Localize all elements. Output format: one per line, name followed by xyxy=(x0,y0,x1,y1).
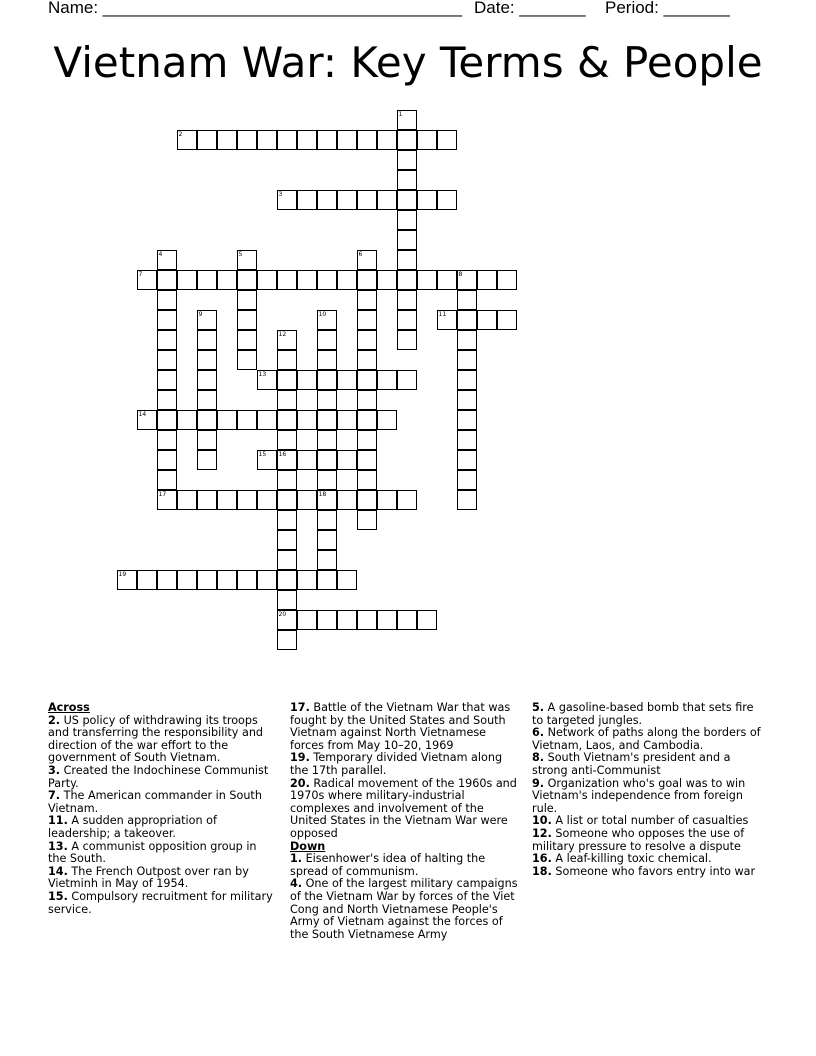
grid-cell[interactable] xyxy=(377,370,397,390)
grid-cell[interactable] xyxy=(457,410,477,430)
grid-cell[interactable] xyxy=(297,270,317,290)
grid-cell[interactable] xyxy=(457,290,477,310)
grid-cell[interactable] xyxy=(397,210,417,230)
grid-cell[interactable] xyxy=(397,170,417,190)
grid-cell[interactable] xyxy=(157,490,177,510)
grid-cell[interactable] xyxy=(197,410,217,430)
grid-cell[interactable] xyxy=(117,570,137,590)
cell-number: 2 xyxy=(178,130,183,138)
grid-cell[interactable] xyxy=(297,190,317,210)
grid-cell[interactable] xyxy=(297,610,317,630)
grid-cell[interactable] xyxy=(237,250,257,270)
cell-number: 13 xyxy=(258,370,267,378)
grid-cell[interactable] xyxy=(277,530,297,550)
name-field-label[interactable]: Name: ______________________________________ xyxy=(48,0,463,17)
grid-cell[interactable] xyxy=(397,110,417,130)
clue-down-12: 12. Someone who opposes the use of military pressure to resolve a dispute xyxy=(532,826,745,853)
grid-cell[interactable] xyxy=(377,490,397,510)
clue-down-8: 8. South Vietnam's president and a strong anti-Communist xyxy=(532,751,731,777)
grid-cell[interactable] xyxy=(357,270,377,290)
grid-cell[interactable] xyxy=(217,570,237,590)
grid-cell[interactable] xyxy=(257,370,277,390)
date-field-label[interactable]: Date: _______ xyxy=(474,0,586,17)
grid-cell[interactable] xyxy=(257,570,277,590)
clue-down-5: 5. A gasoline-based bomb that sets fire to targeted jungles. xyxy=(532,701,754,727)
grid-cell[interactable] xyxy=(277,410,297,430)
cell-number: 9 xyxy=(198,310,203,318)
grid-cell[interactable] xyxy=(177,490,197,510)
grid-cell[interactable] xyxy=(277,630,297,650)
grid-cell[interactable] xyxy=(337,270,357,290)
grid-cell[interactable] xyxy=(357,450,377,470)
clue-down-18: 18. Someone who favors entry into war xyxy=(532,864,756,878)
grid-cell[interactable] xyxy=(157,570,177,590)
grid-cell[interactable] xyxy=(317,130,337,150)
grid-cell[interactable] xyxy=(157,410,177,430)
grid-cell[interactable] xyxy=(477,310,497,330)
grid-cell[interactable] xyxy=(397,190,417,210)
grid-cell[interactable] xyxy=(357,250,377,270)
grid-cell[interactable] xyxy=(157,390,177,410)
grid-cell[interactable] xyxy=(277,350,297,370)
grid-cell[interactable] xyxy=(197,310,217,330)
grid-cell[interactable] xyxy=(297,450,317,470)
grid-cell[interactable] xyxy=(237,350,257,370)
grid-cell[interactable] xyxy=(337,570,357,590)
grid-cell[interactable] xyxy=(397,150,417,170)
grid-cell[interactable] xyxy=(277,550,297,570)
clue-across-2: 2. US policy of withdrawing its troops and transferring the responsibility and direction of the war effort to the government of South Vietnam. xyxy=(48,713,264,765)
grid-cell[interactable] xyxy=(217,270,237,290)
across-heading: Across xyxy=(48,701,90,714)
grid-cell[interactable] xyxy=(277,490,297,510)
clue-down-9: 9. Organization who's goal was to win Vietnam's independence from foreign rule. xyxy=(532,776,746,815)
grid-cell[interactable] xyxy=(317,430,337,450)
grid-cell[interactable] xyxy=(477,270,497,290)
grid-cell[interactable] xyxy=(377,410,397,430)
grid-cell[interactable] xyxy=(237,490,257,510)
grid-cell[interactable] xyxy=(277,390,297,410)
cell-number: 4 xyxy=(158,250,163,258)
grid-cell[interactable] xyxy=(497,270,517,290)
grid-cell[interactable] xyxy=(357,370,377,390)
grid-cell[interactable] xyxy=(277,190,297,210)
grid-cell[interactable] xyxy=(457,430,477,450)
grid-cell[interactable] xyxy=(357,130,377,150)
grid-cell[interactable] xyxy=(277,610,297,630)
clue-down-4: 4. One of the largest military campaigns of the Vietnam War by forces of the Viet Cong and North Vietnamese People's Army of Vietnam against the forces of the South Vietnamese Army xyxy=(290,877,518,941)
cell-number: 18 xyxy=(318,490,327,498)
grid-cell[interactable] xyxy=(317,190,337,210)
grid-cell[interactable] xyxy=(437,310,457,330)
grid-cell[interactable] xyxy=(157,250,177,270)
grid-cell[interactable] xyxy=(357,490,377,510)
cell-number: 8 xyxy=(458,270,463,278)
cell-number: 6 xyxy=(358,250,363,258)
cell-number: 19 xyxy=(118,570,127,578)
clue-across-15: 15. Compulsory recruitment for military service. xyxy=(48,889,273,916)
grid-cell[interactable] xyxy=(177,270,197,290)
cell-number: 7 xyxy=(138,270,143,278)
cell-number: 5 xyxy=(238,250,243,258)
grid-cell[interactable] xyxy=(277,590,297,610)
grid-cell[interactable] xyxy=(197,450,217,470)
cell-number: 15 xyxy=(258,450,267,458)
grid-cell[interactable] xyxy=(397,610,417,630)
grid-cell[interactable] xyxy=(297,570,317,590)
cell-number: 14 xyxy=(138,410,147,418)
grid-cell[interactable] xyxy=(377,130,397,150)
clues-column-1 xyxy=(48,702,276,916)
grid-cell[interactable] xyxy=(337,490,357,510)
grid-cell[interactable] xyxy=(317,610,337,630)
grid-cell[interactable] xyxy=(397,330,417,350)
grid-cell[interactable] xyxy=(277,430,297,450)
clue-across-20: 20. Radical movement of the 1960s and 1970s where military-industrial complexes and involvement of the United States in the Vietnam War were opposed xyxy=(290,776,517,840)
grid-cell[interactable] xyxy=(277,270,297,290)
grid-cell[interactable] xyxy=(337,410,357,430)
grid-cell[interactable] xyxy=(297,410,317,430)
grid-cell[interactable] xyxy=(317,390,337,410)
grid-cell[interactable] xyxy=(437,270,457,290)
clue-across-11: 11. A sudden appropriation of leadership; a takeover. xyxy=(48,814,217,840)
grid-cell[interactable] xyxy=(357,410,377,430)
grid-cell[interactable] xyxy=(317,570,337,590)
grid-cell[interactable] xyxy=(157,370,177,390)
grid-cell[interactable] xyxy=(317,270,337,290)
grid-cell[interactable] xyxy=(377,190,397,210)
grid-cell[interactable] xyxy=(317,350,337,370)
grid-cell[interactable] xyxy=(257,410,277,430)
grid-cell[interactable] xyxy=(157,470,177,490)
cell-number: 11 xyxy=(438,310,447,318)
cell-number: 20 xyxy=(278,610,287,618)
grid-cell[interactable] xyxy=(197,570,217,590)
grid-cell[interactable] xyxy=(257,270,277,290)
grid-cell[interactable] xyxy=(437,190,457,210)
grid-cell[interactable] xyxy=(317,490,337,510)
grid-cell[interactable] xyxy=(277,330,297,350)
grid-cell[interactable] xyxy=(137,570,157,590)
grid-cell[interactable] xyxy=(157,290,177,310)
grid-cell[interactable] xyxy=(397,130,417,150)
grid-cell[interactable] xyxy=(177,130,197,150)
grid-cell[interactable] xyxy=(277,370,297,390)
grid-cell[interactable] xyxy=(157,270,177,290)
grid-cell[interactable] xyxy=(317,530,337,550)
grid-cell[interactable] xyxy=(317,370,337,390)
grid-cell[interactable] xyxy=(397,250,417,270)
grid-cell[interactable] xyxy=(197,430,217,450)
grid-cell[interactable] xyxy=(137,270,157,290)
grid-cell[interactable] xyxy=(237,410,257,430)
clue-across-3: 3. Created the Indochinese Communist Party. xyxy=(48,763,269,790)
grid-cell[interactable] xyxy=(237,570,257,590)
grid-cell[interactable] xyxy=(337,130,357,150)
grid-cell[interactable] xyxy=(417,190,437,210)
grid-cell[interactable] xyxy=(317,310,337,330)
clue-across-13: 13. A communist opposition group in the South. xyxy=(48,839,257,866)
clues-column-2 xyxy=(290,702,522,941)
grid-cell[interactable] xyxy=(237,290,257,310)
grid-cell[interactable] xyxy=(317,330,337,350)
grid-cell[interactable] xyxy=(237,330,257,350)
clue-across-17: 17. Battle of the Vietnam War that was fought by the United States and South Vietnam against North Vietnamese forces from May 10–20, 1969 xyxy=(290,701,511,752)
cell-number: 10 xyxy=(318,310,327,318)
grid-cell[interactable] xyxy=(357,330,377,350)
clues-column-3 xyxy=(532,702,764,878)
clue-down-16: 16. A leaf-killing toxic chemical. xyxy=(532,852,712,866)
cell-number: 1 xyxy=(398,110,403,118)
grid-cell[interactable] xyxy=(417,130,437,150)
grid-cell[interactable] xyxy=(217,410,237,430)
grid-cell[interactable] xyxy=(177,410,197,430)
grid-cell[interactable] xyxy=(257,130,277,150)
grid-cell[interactable] xyxy=(157,330,177,350)
grid-cell[interactable] xyxy=(277,130,297,150)
grid-cell[interactable] xyxy=(197,370,217,390)
grid-cell[interactable] xyxy=(397,230,417,250)
grid-cell[interactable] xyxy=(197,490,217,510)
grid-cell[interactable] xyxy=(237,270,257,290)
grid-cell[interactable] xyxy=(157,430,177,450)
grid-cell[interactable] xyxy=(397,310,417,330)
grid-cell[interactable] xyxy=(497,310,517,330)
grid-cell[interactable] xyxy=(357,470,377,490)
grid-cell[interactable] xyxy=(217,130,237,150)
grid-cell[interactable] xyxy=(357,190,377,210)
grid-cell[interactable] xyxy=(157,310,177,330)
grid-cell[interactable] xyxy=(457,270,477,290)
grid-cell[interactable] xyxy=(377,270,397,290)
grid-cell[interactable] xyxy=(177,570,197,590)
grid-cell[interactable] xyxy=(457,490,477,510)
cell-number: 17 xyxy=(158,490,167,498)
grid-cell[interactable] xyxy=(317,510,337,530)
clue-across-14: 14. The French Outpost over ran by Vietminh in May of 1954. xyxy=(48,864,249,891)
grid-cell[interactable] xyxy=(357,310,377,330)
grid-cell[interactable] xyxy=(337,370,357,390)
cell-number: 3 xyxy=(278,190,283,198)
grid-cell[interactable] xyxy=(317,410,337,430)
grid-cell[interactable] xyxy=(197,330,217,350)
grid-cell[interactable] xyxy=(417,270,437,290)
grid-cell[interactable] xyxy=(197,270,217,290)
grid-cell[interactable] xyxy=(157,350,177,370)
grid-cell[interactable] xyxy=(137,410,157,430)
grid-cell[interactable] xyxy=(197,130,217,150)
grid-cell[interactable] xyxy=(377,610,397,630)
grid-cell[interactable] xyxy=(457,390,477,410)
grid-cell[interactable] xyxy=(257,450,277,470)
grid-cell[interactable] xyxy=(397,290,417,310)
grid-cell[interactable] xyxy=(237,310,257,330)
grid-cell[interactable] xyxy=(277,470,297,490)
grid-cell[interactable] xyxy=(357,610,377,630)
cell-number: 16 xyxy=(278,450,287,458)
down-heading: Down xyxy=(290,839,326,853)
grid-cell[interactable] xyxy=(157,450,177,470)
period-field-label[interactable]: Period: _______ xyxy=(605,0,730,17)
grid-cell[interactable] xyxy=(437,130,457,150)
grid-cell[interactable] xyxy=(337,610,357,630)
grid-cell[interactable] xyxy=(317,450,337,470)
grid-cell[interactable] xyxy=(357,350,377,370)
grid-cell[interactable] xyxy=(457,310,477,330)
grid-cell[interactable] xyxy=(397,270,417,290)
grid-cell[interactable] xyxy=(317,470,337,490)
grid-cell[interactable] xyxy=(457,350,477,370)
grid-cell[interactable] xyxy=(457,450,477,470)
grid-cell[interactable] xyxy=(317,550,337,570)
grid-cell[interactable] xyxy=(297,370,317,390)
page-title: Vietnam War: Key Terms & People xyxy=(53,38,763,87)
clue-down-10: 10. A list or total number of casualties xyxy=(532,814,749,828)
grid-cell[interactable] xyxy=(297,490,317,510)
grid-cell[interactable] xyxy=(457,330,477,350)
grid-cell[interactable] xyxy=(197,390,217,410)
grid-cell[interactable] xyxy=(277,510,297,530)
clue-across-7: 7. The American commander in South Vietnam. xyxy=(48,789,262,815)
grid-cell[interactable] xyxy=(397,370,417,390)
grid-cell[interactable] xyxy=(197,350,217,370)
grid-cell[interactable] xyxy=(237,130,257,150)
grid-cell[interactable] xyxy=(297,130,317,150)
clue-down-1: 1. Eisenhower's idea of halting the spread of communism. xyxy=(290,852,486,878)
grid-cell[interactable] xyxy=(277,570,297,590)
grid-cell[interactable] xyxy=(337,190,357,210)
grid-cell[interactable] xyxy=(457,470,477,490)
grid-cell[interactable] xyxy=(357,430,377,450)
clue-down-6: 6. Network of paths along the borders of Vietnam, Laos, and Cambodia. xyxy=(532,726,761,752)
grid-cell[interactable] xyxy=(217,490,237,510)
grid-cell[interactable] xyxy=(357,390,377,410)
grid-cell[interactable] xyxy=(277,450,297,470)
grid-cell[interactable] xyxy=(397,490,417,510)
grid-cell[interactable] xyxy=(257,490,277,510)
grid-cell[interactable] xyxy=(457,370,477,390)
grid-cell[interactable] xyxy=(337,450,357,470)
clue-across-19: 19. Temporary divided Vietnam along the 17th parallel. xyxy=(290,751,503,777)
grid-cell[interactable] xyxy=(417,610,437,630)
grid-cell[interactable] xyxy=(357,510,377,530)
cell-number: 12 xyxy=(278,330,287,338)
grid-cell[interactable] xyxy=(357,290,377,310)
